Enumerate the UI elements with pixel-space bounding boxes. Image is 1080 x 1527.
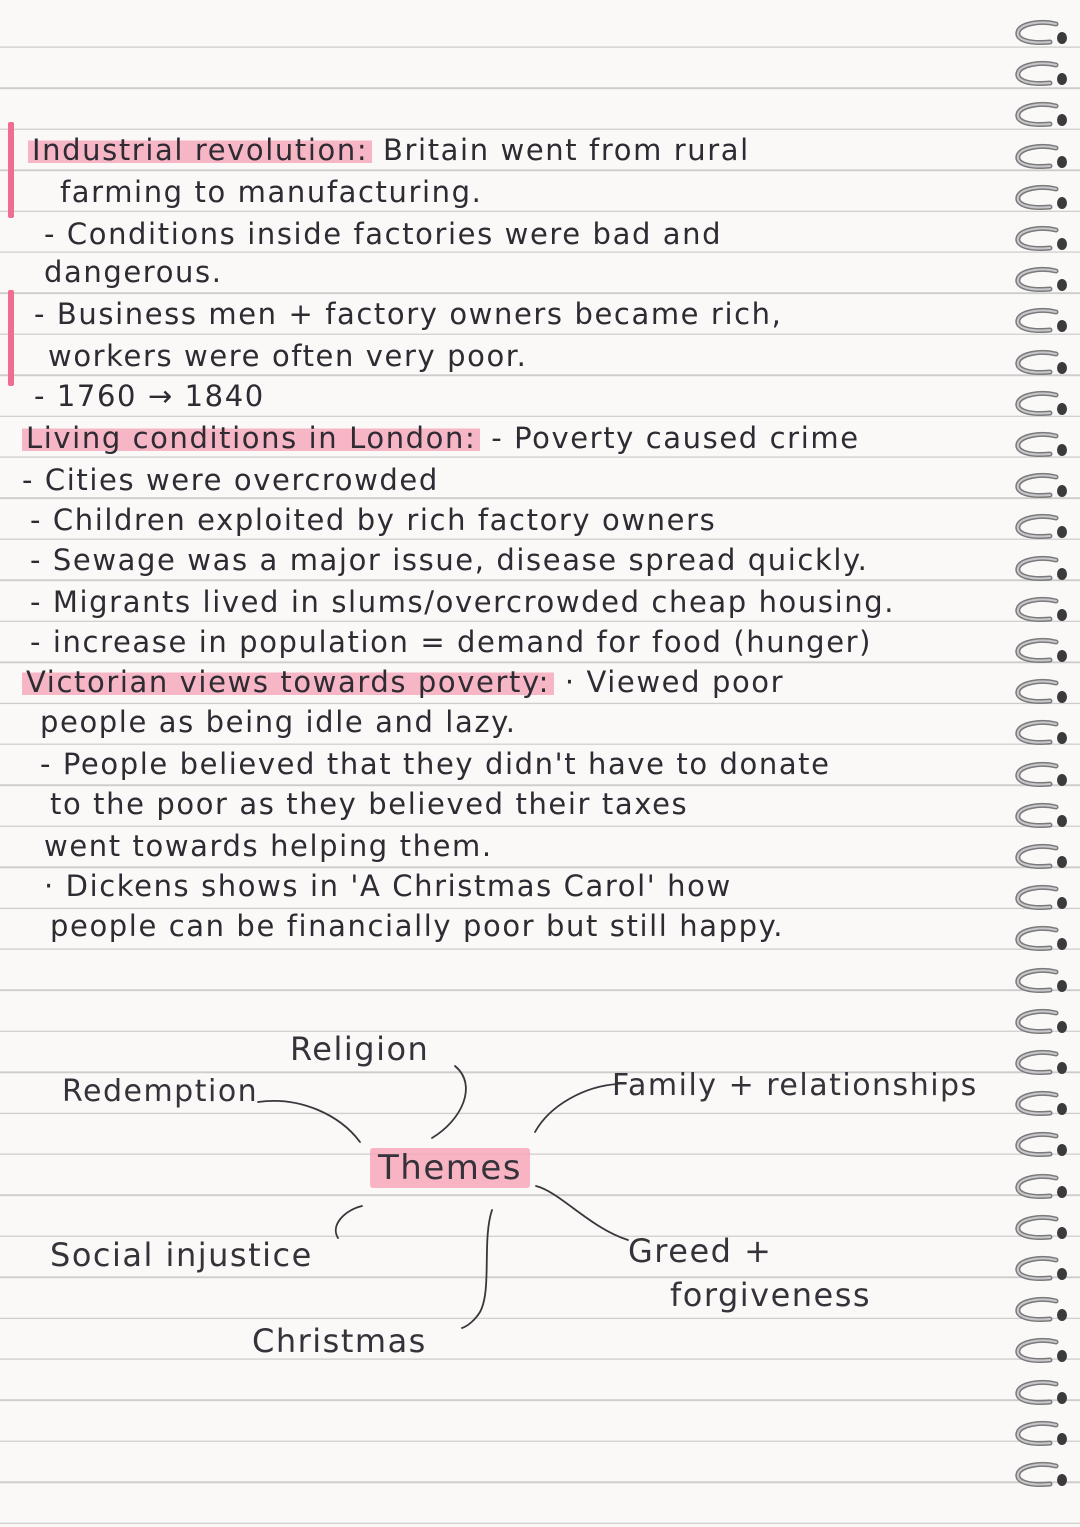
note-line: - Business men + factory owners became rich, xyxy=(34,297,783,331)
spiral-ring xyxy=(1010,554,1068,588)
note-line: - People believed that they didn't have to donate xyxy=(40,747,831,781)
connector-christmas xyxy=(462,1210,492,1328)
note-line: went towards helping them. xyxy=(44,829,493,863)
spiral-ring xyxy=(1010,924,1068,958)
note-line: Living conditions in London: - Poverty caused crime xyxy=(22,418,860,458)
spiral-ring xyxy=(1010,265,1068,299)
note-line: dangerous. xyxy=(44,255,223,289)
mindmap-christmas: Christmas xyxy=(252,1322,427,1360)
mindmap-social-injustice: Social injustice xyxy=(50,1236,313,1274)
spiral-ring xyxy=(1010,1460,1068,1494)
note-line: - Conditions inside factories were bad and xyxy=(44,217,723,251)
connector-religion xyxy=(432,1066,466,1138)
note-line: - Sewage was a major issue, disease spread quickly. xyxy=(30,543,869,577)
spiral-ring xyxy=(1010,100,1068,134)
spiral-ring xyxy=(1010,1213,1068,1247)
spiral-ring xyxy=(1010,1172,1068,1206)
spiral-ring xyxy=(1010,1336,1068,1370)
note-line: - 1760 → 1840 xyxy=(34,379,265,413)
mindmap-religion: Religion xyxy=(290,1030,430,1068)
note-line: to the poor as they believed their taxes xyxy=(50,787,689,821)
note-line: - Migrants lived in slums/overcrowded cheap housing. xyxy=(30,585,896,619)
spiral-ring xyxy=(1010,1378,1068,1412)
spiral-ring xyxy=(1010,883,1068,917)
spiral-ring xyxy=(1010,801,1068,835)
mindmap-family-relationships: Family + relationships xyxy=(612,1068,978,1103)
heading-victorian-views: Victorian views towards poverty: xyxy=(22,665,554,699)
spiral-ring xyxy=(1010,18,1068,52)
note-line: - increase in population = demand for food (hunger) xyxy=(30,625,873,659)
spiral-binding xyxy=(1006,18,1076,1508)
spiral-ring xyxy=(1010,1295,1068,1329)
spiral-ring xyxy=(1010,183,1068,217)
spiral-ring xyxy=(1010,59,1068,93)
spiral-ring xyxy=(1010,512,1068,546)
note-line: · Dickens shows in 'A Christmas Carol' how xyxy=(44,869,732,903)
mindmap-greed-line2: forgiveness xyxy=(670,1276,872,1314)
spiral-ring xyxy=(1010,1089,1068,1123)
spiral-ring xyxy=(1010,966,1068,1000)
spiral-ring xyxy=(1010,430,1068,464)
spiral-ring xyxy=(1010,471,1068,505)
spiral-ring xyxy=(1010,1254,1068,1288)
mindmap-center-themes: Themes xyxy=(370,1148,530,1188)
spiral-ring xyxy=(1010,348,1068,382)
note-line: people can be financially poor but still happy. xyxy=(50,909,785,943)
spiral-ring xyxy=(1010,1419,1068,1453)
heading-living-conditions: Living conditions in London: xyxy=(22,421,480,455)
spiral-ring xyxy=(1010,636,1068,670)
spiral-ring xyxy=(1010,142,1068,176)
spiral-ring xyxy=(1010,306,1068,340)
heading-industrial-revolution: Industrial revolution: xyxy=(28,133,372,167)
spiral-ring xyxy=(1010,842,1068,876)
spiral-ring xyxy=(1010,718,1068,752)
mindmap-greed-line1: Greed + xyxy=(628,1232,773,1270)
spiral-ring xyxy=(1010,224,1068,258)
note-line: farming to manufacturing. xyxy=(60,175,483,209)
spiral-ring xyxy=(1010,1007,1068,1041)
spiral-ring xyxy=(1010,760,1068,794)
note-line: - Cities were overcrowded xyxy=(22,463,439,497)
spiral-ring xyxy=(1010,1130,1068,1164)
connector-family xyxy=(535,1084,618,1132)
note-line: - Children exploited by rich factory owners xyxy=(30,503,717,537)
note-line: workers were often very poor. xyxy=(48,339,528,373)
note-line: Victorian views towards poverty: · Viewed poor xyxy=(22,662,784,702)
spiral-ring xyxy=(1010,1048,1068,1082)
connector-greed xyxy=(536,1186,628,1240)
note-line: people as being idle and lazy. xyxy=(40,705,517,739)
connector-redemption xyxy=(258,1101,360,1142)
mindmap-redemption: Redemption xyxy=(62,1074,259,1109)
connector-social xyxy=(336,1206,362,1238)
spiral-ring xyxy=(1010,595,1068,629)
spiral-ring xyxy=(1010,677,1068,711)
spiral-ring xyxy=(1010,389,1068,423)
note-line: Industrial revolution: Britain went from rural xyxy=(28,130,750,170)
